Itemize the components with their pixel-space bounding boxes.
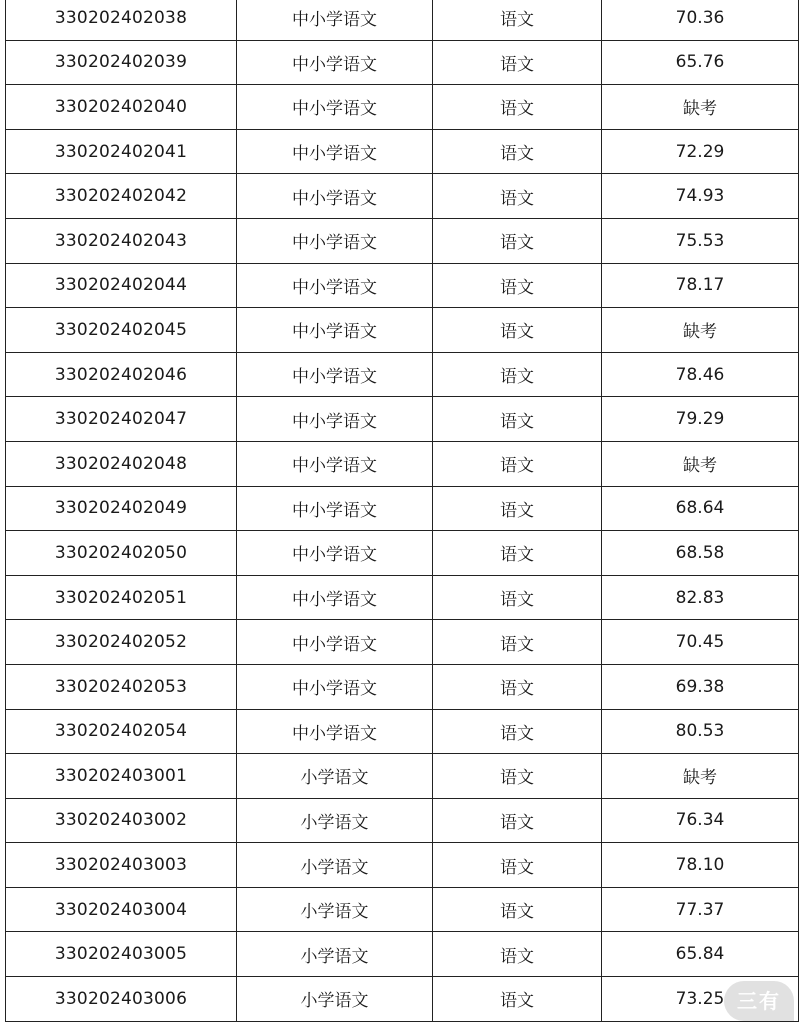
exam-id-cell: 330202403002 xyxy=(6,798,237,843)
subject-cell: 语文 xyxy=(433,218,602,263)
post-cell: 中小学语文 xyxy=(237,40,433,85)
post-cell: 小学语文 xyxy=(237,887,433,932)
score-cell: 82.83 xyxy=(602,575,799,620)
post-cell: 小学语文 xyxy=(237,843,433,888)
subject-cell: 语文 xyxy=(433,664,602,709)
score-table-body xyxy=(6,0,799,1021)
post-cell: 中小学语文 xyxy=(237,620,433,665)
score-cell: 缺考 xyxy=(602,85,799,130)
post-cell: 中小学语文 xyxy=(237,129,433,174)
subject-cell: 语文 xyxy=(433,754,602,799)
subject-cell: 语文 xyxy=(433,441,602,486)
subject-cell: 语文 xyxy=(433,620,602,665)
exam-id-cell: 330202402039 xyxy=(6,40,237,85)
score-cell: 77.37 xyxy=(602,887,799,932)
post-cell: 中小学语文 xyxy=(237,397,433,442)
exam-id-cell: 330202402046 xyxy=(6,352,237,397)
table-row xyxy=(6,887,799,932)
post-cell: 小学语文 xyxy=(237,977,433,1022)
subject-cell: 语文 xyxy=(433,129,602,174)
exam-id-cell: 330202402044 xyxy=(6,263,237,308)
table-row xyxy=(6,798,799,843)
post-cell: 中小学语文 xyxy=(237,218,433,263)
score-cell: 78.10 xyxy=(602,843,799,888)
table-row xyxy=(6,620,799,665)
subject-cell: 语文 xyxy=(433,575,602,620)
exam-id-cell: 330202402038 xyxy=(6,0,237,40)
watermark-logo: 三有 xyxy=(724,981,794,1021)
subject-cell: 语文 xyxy=(433,352,602,397)
score-cell: 缺考 xyxy=(602,441,799,486)
exam-id-cell: 330202403005 xyxy=(6,932,237,977)
table-row xyxy=(6,0,799,40)
post-cell: 中小学语文 xyxy=(237,308,433,353)
post-cell: 小学语文 xyxy=(237,798,433,843)
score-cell: 74.93 xyxy=(602,174,799,219)
score-cell: 缺考 xyxy=(602,754,799,799)
table-row xyxy=(6,263,799,308)
score-cell: 69.38 xyxy=(602,664,799,709)
score-cell: 68.64 xyxy=(602,486,799,531)
subject-cell: 语文 xyxy=(433,977,602,1022)
table-row xyxy=(6,397,799,442)
table-row xyxy=(6,352,799,397)
exam-id-cell: 330202402042 xyxy=(6,174,237,219)
exam-id-cell: 330202403003 xyxy=(6,843,237,888)
score-cell: 72.29 xyxy=(602,129,799,174)
table-row xyxy=(6,486,799,531)
post-cell: 中小学语文 xyxy=(237,575,433,620)
exam-id-cell: 330202402045 xyxy=(6,308,237,353)
post-cell: 中小学语文 xyxy=(237,263,433,308)
score-cell: 68.58 xyxy=(602,531,799,576)
post-cell: 中小学语文 xyxy=(237,486,433,531)
table-row xyxy=(6,709,799,754)
exam-id-cell: 330202402053 xyxy=(6,664,237,709)
subject-cell: 语文 xyxy=(433,0,602,40)
score-cell: 65.84 xyxy=(602,932,799,977)
table-row xyxy=(6,843,799,888)
subject-cell: 语文 xyxy=(433,709,602,754)
post-cell: 中小学语文 xyxy=(237,664,433,709)
score-table xyxy=(5,0,799,1022)
post-cell: 中小学语文 xyxy=(237,0,433,40)
subject-cell: 语文 xyxy=(433,798,602,843)
exam-id-cell: 330202403001 xyxy=(6,754,237,799)
post-cell: 中小学语文 xyxy=(237,85,433,130)
score-cell: 79.29 xyxy=(602,397,799,442)
score-cell: 76.34 xyxy=(602,798,799,843)
exam-id-cell: 330202402054 xyxy=(6,709,237,754)
score-cell: 80.53 xyxy=(602,709,799,754)
score-cell: 75.53 xyxy=(602,218,799,263)
exam-id-cell: 330202403004 xyxy=(6,887,237,932)
score-cell: 70.36 xyxy=(602,0,799,40)
subject-cell: 语文 xyxy=(433,40,602,85)
exam-id-cell: 330202402049 xyxy=(6,486,237,531)
exam-id-cell: 330202402041 xyxy=(6,129,237,174)
subject-cell: 语文 xyxy=(433,263,602,308)
table-row xyxy=(6,129,799,174)
exam-id-cell: 330202402050 xyxy=(6,531,237,576)
table-row xyxy=(6,932,799,977)
table-row xyxy=(6,754,799,799)
score-table-container xyxy=(5,0,794,1022)
table-row xyxy=(6,308,799,353)
table-row xyxy=(6,218,799,263)
table-row xyxy=(6,664,799,709)
score-cell: 65.76 xyxy=(602,40,799,85)
score-cell: 70.45 xyxy=(602,620,799,665)
post-cell: 中小学语文 xyxy=(237,174,433,219)
exam-id-cell: 330202402048 xyxy=(6,441,237,486)
score-cell: 缺考 xyxy=(602,308,799,353)
post-cell: 中小学语文 xyxy=(237,441,433,486)
subject-cell: 语文 xyxy=(433,308,602,353)
table-row xyxy=(6,174,799,219)
table-row xyxy=(6,575,799,620)
score-cell: 78.17 xyxy=(602,263,799,308)
post-cell: 小学语文 xyxy=(237,932,433,977)
post-cell: 中小学语文 xyxy=(237,531,433,576)
post-cell: 中小学语文 xyxy=(237,709,433,754)
subject-cell: 语文 xyxy=(433,486,602,531)
subject-cell: 语文 xyxy=(433,531,602,576)
table-row xyxy=(6,40,799,85)
exam-id-cell: 330202403006 xyxy=(6,977,237,1022)
exam-id-cell: 330202402051 xyxy=(6,575,237,620)
subject-cell: 语文 xyxy=(433,887,602,932)
subject-cell: 语文 xyxy=(433,843,602,888)
table-row xyxy=(6,441,799,486)
table-row xyxy=(6,85,799,130)
exam-id-cell: 330202402040 xyxy=(6,85,237,130)
subject-cell: 语文 xyxy=(433,932,602,977)
post-cell: 小学语文 xyxy=(237,754,433,799)
table-row xyxy=(6,531,799,576)
exam-id-cell: 330202402052 xyxy=(6,620,237,665)
subject-cell: 语文 xyxy=(433,85,602,130)
subject-cell: 语文 xyxy=(433,397,602,442)
score-cell: 78.46 xyxy=(602,352,799,397)
subject-cell: 语文 xyxy=(433,174,602,219)
exam-id-cell: 330202402047 xyxy=(6,397,237,442)
post-cell: 中小学语文 xyxy=(237,352,433,397)
exam-id-cell: 330202402043 xyxy=(6,218,237,263)
table-row xyxy=(6,977,799,1022)
score-cell: 73.25 xyxy=(602,977,799,1022)
